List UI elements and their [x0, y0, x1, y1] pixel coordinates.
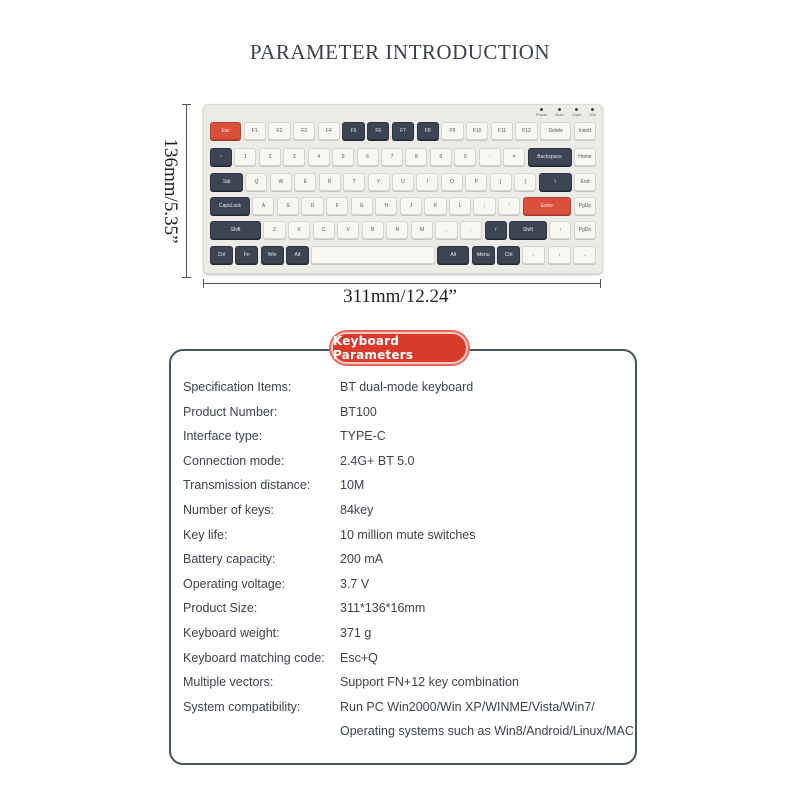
- keycap: ;: [473, 197, 495, 215]
- keycap: 1: [234, 148, 256, 166]
- keycap: W: [270, 173, 292, 191]
- indicator-label: Win: [589, 112, 596, 117]
- parameter-label: Keyboard matching code:: [183, 650, 325, 665]
- parameter-value: 200 mA: [340, 552, 384, 567]
- keycap: ↑: [549, 221, 571, 239]
- indicator-dot: [575, 108, 578, 111]
- keycap: B: [362, 221, 384, 239]
- keycap: Y: [368, 173, 390, 191]
- keycap: K: [424, 197, 446, 215]
- keycap: P: [465, 173, 487, 191]
- keycap: Win: [261, 246, 284, 264]
- keycap: Alt: [437, 246, 469, 264]
- indicator-dot: [591, 108, 594, 111]
- keycap: C: [313, 221, 335, 239]
- keycap: CapsLock: [210, 197, 250, 215]
- parameter-label: System compatibility:: [183, 699, 301, 714]
- parameter-label: Multiple vectors:: [183, 675, 274, 690]
- keycap: F6: [367, 122, 389, 140]
- keycap: →: [573, 246, 596, 264]
- parameter-value: 371 g: [340, 626, 372, 640]
- keycap: End: [574, 173, 596, 191]
- indicator-light: [555, 108, 563, 117]
- indicator-dot: [558, 108, 561, 111]
- parameter-label: Transmission distance:: [183, 478, 311, 493]
- keycap: F1: [244, 122, 266, 140]
- keycap: 0: [454, 148, 476, 166]
- keycap: F: [326, 197, 348, 215]
- keycap: M: [411, 221, 433, 239]
- keycap: X: [288, 221, 310, 239]
- keycap: F7: [392, 122, 414, 140]
- keycap: Delete: [540, 122, 571, 140]
- keycap: Ctrl: [210, 246, 233, 264]
- parameter-value: 2.4G+ BT 5.0: [340, 453, 415, 468]
- parameter-label: Keyboard weight:: [183, 626, 280, 640]
- parameter-label: Battery capacity:: [183, 552, 276, 567]
- keycap: T: [343, 173, 365, 191]
- keycap: ←: [522, 246, 545, 264]
- keycap: F11: [491, 122, 513, 140]
- keycap: ]: [514, 173, 536, 191]
- width-dimension-label: 311mm/12.24”: [343, 286, 457, 307]
- keycap: -: [479, 148, 501, 166]
- parameter-label: Specification Items:: [183, 380, 292, 394]
- keycap: F3: [293, 122, 315, 140]
- height-dimension-label: 136mm/5.35”: [160, 138, 181, 244]
- height-dimension-line: [186, 104, 187, 278]
- keycap: 6: [357, 148, 379, 166]
- indicator-label: Num: [555, 112, 564, 117]
- parameters-heading-badge: Keyboard Parameters: [331, 332, 468, 364]
- keycap: Shift: [509, 221, 547, 239]
- parameter-label: Connection mode:: [183, 453, 285, 468]
- keycap: U: [392, 173, 414, 191]
- keycap: PgDn: [574, 221, 596, 239]
- keycap: Menu: [472, 246, 495, 264]
- keycap: Shift: [210, 221, 261, 239]
- keycap: ': [498, 197, 520, 215]
- keycap: Backspace: [528, 148, 572, 166]
- keycap: G: [351, 197, 373, 215]
- keycap: \: [539, 173, 572, 191]
- keycap: ~: [210, 148, 232, 166]
- keycap: Ctrl: [497, 246, 520, 264]
- keycap: /: [485, 221, 507, 239]
- width-dimension-line: [203, 283, 601, 284]
- keycap: 5: [332, 148, 354, 166]
- keycap: ,: [435, 221, 457, 239]
- parameter-value: BT dual-mode keyboard: [340, 380, 474, 394]
- indicator-light: [536, 108, 547, 117]
- keycap: N: [386, 221, 408, 239]
- keycap: F2: [268, 122, 290, 140]
- keycap: Enter: [523, 197, 572, 215]
- keycap: S: [277, 197, 299, 215]
- keycap: D: [301, 197, 323, 215]
- keyboard-image: [203, 104, 603, 274]
- keycap: [: [490, 173, 512, 191]
- parameter-label: Operating voltage:: [183, 576, 286, 591]
- parameter-value: Run PC Win2000/Win XP/WINME/Vista/Win7/: [340, 699, 595, 714]
- parameter-label: Number of keys:: [183, 503, 275, 517]
- keycap: Fn: [235, 246, 258, 264]
- indicator-label: Caps: [571, 112, 582, 117]
- parameter-value: 10 million mute switches: [340, 527, 476, 542]
- keycap: =: [503, 148, 525, 166]
- keycap: F12: [515, 122, 537, 140]
- keycap: Home: [574, 148, 596, 166]
- page-title: PARAMETER INTRODUCTION: [249, 40, 551, 64]
- parameter-value: BT100: [340, 404, 377, 419]
- keycap: I: [416, 173, 438, 191]
- keycap: 2: [259, 148, 281, 166]
- keycap: L: [449, 197, 471, 215]
- indicator-dot: [540, 108, 543, 111]
- keycap: ↓: [548, 246, 571, 264]
- keycap: Q: [245, 173, 267, 191]
- indicator-label: Power: [535, 112, 548, 117]
- keycap: F5: [342, 122, 364, 140]
- indicator-lights: [536, 108, 596, 117]
- keycap: 7: [381, 148, 403, 166]
- parameter-label: Key life:: [183, 527, 228, 542]
- keycap: F9: [441, 122, 463, 140]
- keycap: H: [375, 197, 397, 215]
- parameter-value: TYPE-C: [340, 429, 386, 444]
- keycap: .: [460, 221, 482, 239]
- keycap: Esc: [210, 122, 241, 140]
- parameter-label: Interface type:: [183, 429, 263, 444]
- keycap: [311, 246, 435, 264]
- keycap: R: [319, 173, 341, 191]
- keycap: 9: [430, 148, 452, 166]
- parameter-value: Operating systems such as Win8/Android/Linux/MAC.: [340, 724, 638, 739]
- parameter-value: 84key: [340, 503, 374, 517]
- indicator-light: [589, 108, 596, 117]
- keycap: F10: [466, 122, 488, 140]
- keycap: Tab: [210, 173, 243, 191]
- keycap: Insert: [574, 122, 596, 140]
- parameter-value: Support FN+12 key combination: [340, 675, 519, 690]
- keycap: PgUp: [574, 197, 596, 215]
- keycap: 3: [283, 148, 305, 166]
- parameter-value: 10M: [340, 478, 365, 493]
- keycap: Z: [263, 221, 285, 239]
- parameter-label: Product Size:: [183, 601, 258, 616]
- parameter-value: Esc+Q: [340, 650, 378, 665]
- keycap: A: [252, 197, 274, 215]
- indicator-light: [572, 108, 581, 117]
- keycap: F8: [417, 122, 439, 140]
- keycap: V: [337, 221, 359, 239]
- parameter-value: 311*136*16mm: [340, 601, 426, 616]
- keycap: O: [441, 173, 463, 191]
- keycap: 8: [405, 148, 427, 166]
- keycap: E: [294, 173, 316, 191]
- parameter-label: Product Number:: [183, 404, 278, 419]
- keycap: Alt: [286, 246, 309, 264]
- keycap: F4: [318, 122, 340, 140]
- parameter-value: 3.7 V: [340, 576, 370, 591]
- keycap: 4: [308, 148, 330, 166]
- keycap: J: [400, 197, 422, 215]
